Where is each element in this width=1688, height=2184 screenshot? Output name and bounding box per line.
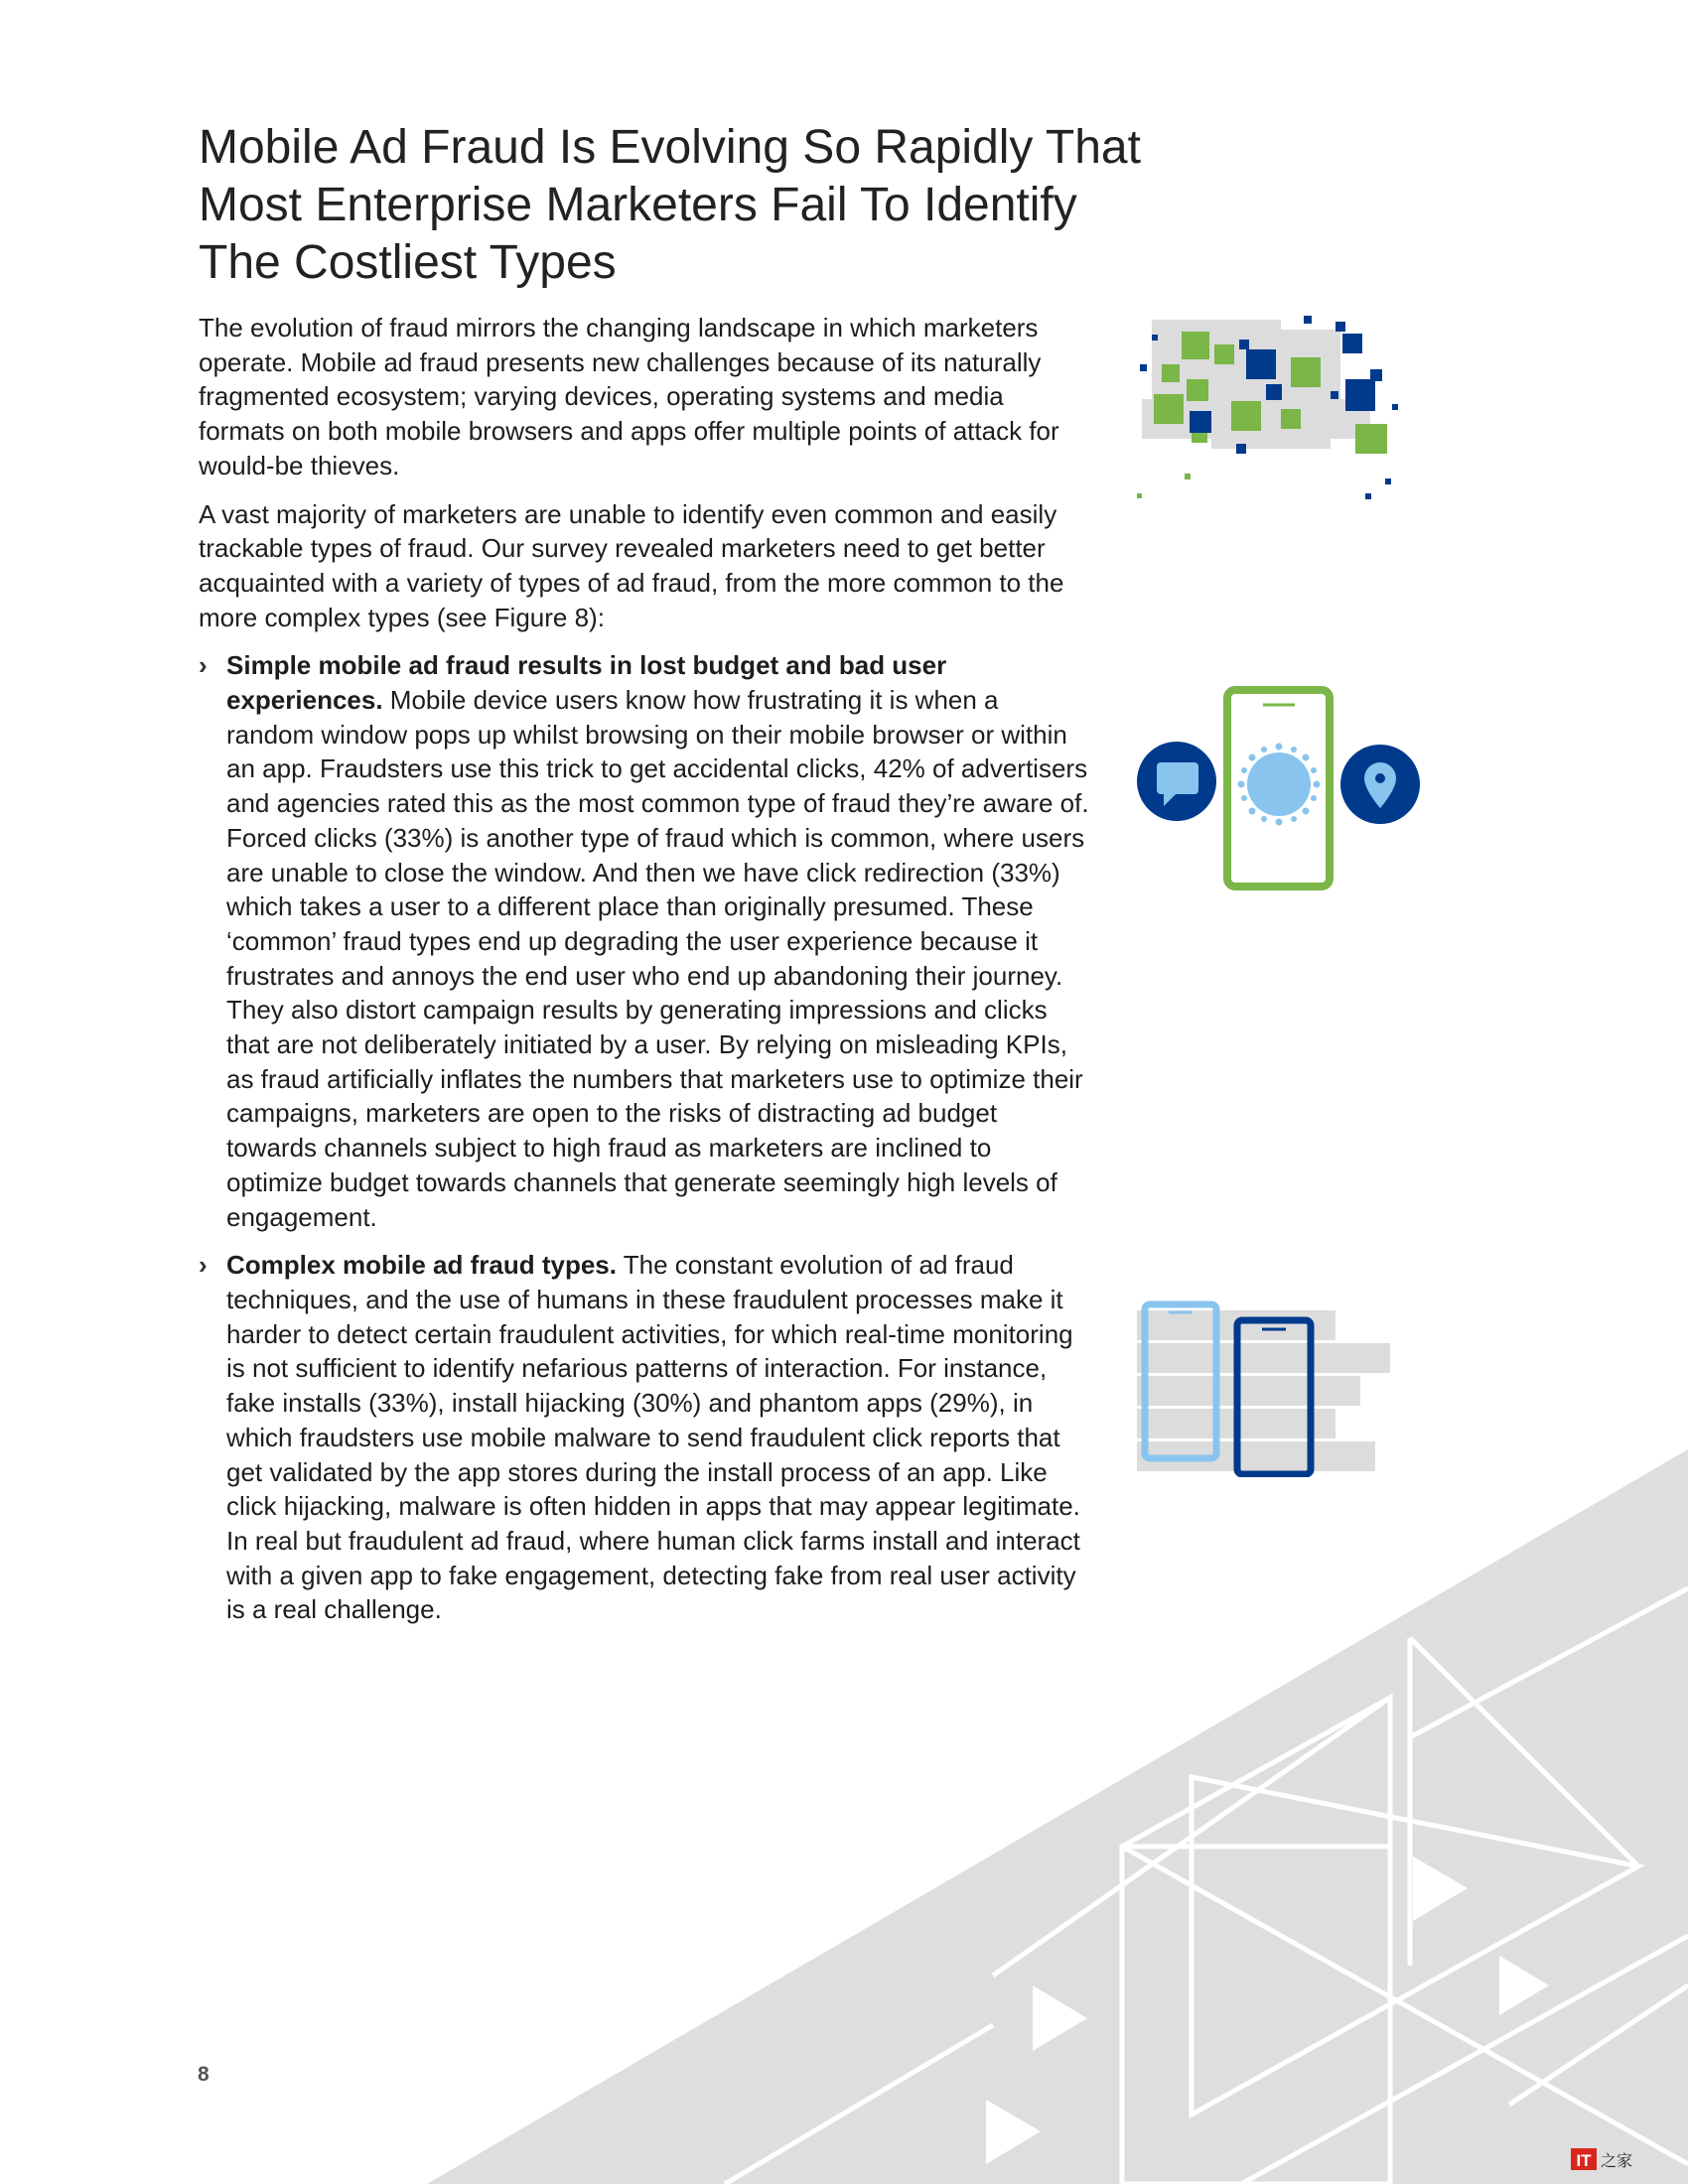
page-title: Mobile Ad Fraud Is Evolving So Rapidly That Most Enterprise Marketers Fail To Identify The Costliest Types <box>199 121 1141 289</box>
bullet-text: The constant evolution of ad fraud techniques, and the use of humans in these fraudulent processes make it harder to detect certain fraudulent activities, for which real-time monitoring is not sufficient to identify nefarious patterns of interaction. For instance, fake installs (33%), install hijacking (30%) and phantom apps (29%), in which fraudsters use mobile malware to send fraudulent click reports that get validated by the app stores during the install process of an app. Like click hijacking, malware is often hidden in apps that may appear legitimate. In real but fraudulent ad fraud, where human click farms install and interact with a given app to fake engagement, detecting fake from real user activity is a real challenge. <box>226 1250 1080 1625</box>
smartphone-virus-icon <box>1132 685 1425 893</box>
bullet-marker: › <box>199 650 208 681</box>
body-content <box>199 311 1092 1641</box>
intro-paragraph: The evolution of fraud mirrors the changing landscape in which marketers operate. Mobile ad fraud presents new challenges because of its naturally fragmented ecosystem; varying devices, operating systems and media formats on both mobile browsers and apps offer multiple points of attack for would-be thieves. <box>199 313 1059 480</box>
svg-text:IT: IT <box>1576 2151 1592 2170</box>
bullet-text: Mobile device users know how frustrating it is when a random window pops up whilst browsing on their mobile browser or within an app. Fraudsters use this trick to get accidental clicks, 42% of advertisers and agencies rated this as the most common type of fraud they’re aware of. Forced clicks (33%) is another type of fraud which is common, where users are unable to close the window. And then we have click redirection (33%) which takes a user to a different place than originally presumed. These ‘common’ fraud types end up degrading the user experience because it frustrates and annoys the end user who end up abandoning their journey. They also distort campaign results by generating impressions and clicks that are not deliberately initiated by a user. By relying on misleading KPIs, as fraud artificially inflates the numbers that marketers use to optimize their campaigns, marketers are open to the risks of distracting ad budget towards channels subject to high fraud as marketers are inclined to optimize budget towards channels that generate seemingly high levels of engagement. <box>226 685 1089 1232</box>
survey-paragraph: A vast majority of marketers are unable to identify even common and easily trackable types of fraud. Our survey revealed marketers need to get better acquainted with a variety of types of ad fraud, from the more common to the more complex types (see Figure 8): <box>199 498 1064 632</box>
bullet-lead: Complex mobile ad fraud types. <box>226 1250 617 1281</box>
bullet-marker: › <box>199 1250 208 1281</box>
chat-bubble-icon <box>1137 742 1216 821</box>
svg-text:之家: 之家 <box>1601 2151 1633 2170</box>
page-number: 8 <box>198 2063 210 2086</box>
location-pin-icon <box>1340 745 1420 824</box>
pixel-cluster-icon <box>1132 310 1410 508</box>
bullet-lead: Simple mobile ad fraud results in lost budget and bad user experiences. <box>226 650 947 716</box>
bullet-complex-fraud <box>199 1248 1092 1627</box>
two-phones-icon <box>1132 1298 1390 1477</box>
bullet-simple-fraud <box>199 648 1092 1234</box>
watermark-logo <box>1571 2146 1652 2172</box>
